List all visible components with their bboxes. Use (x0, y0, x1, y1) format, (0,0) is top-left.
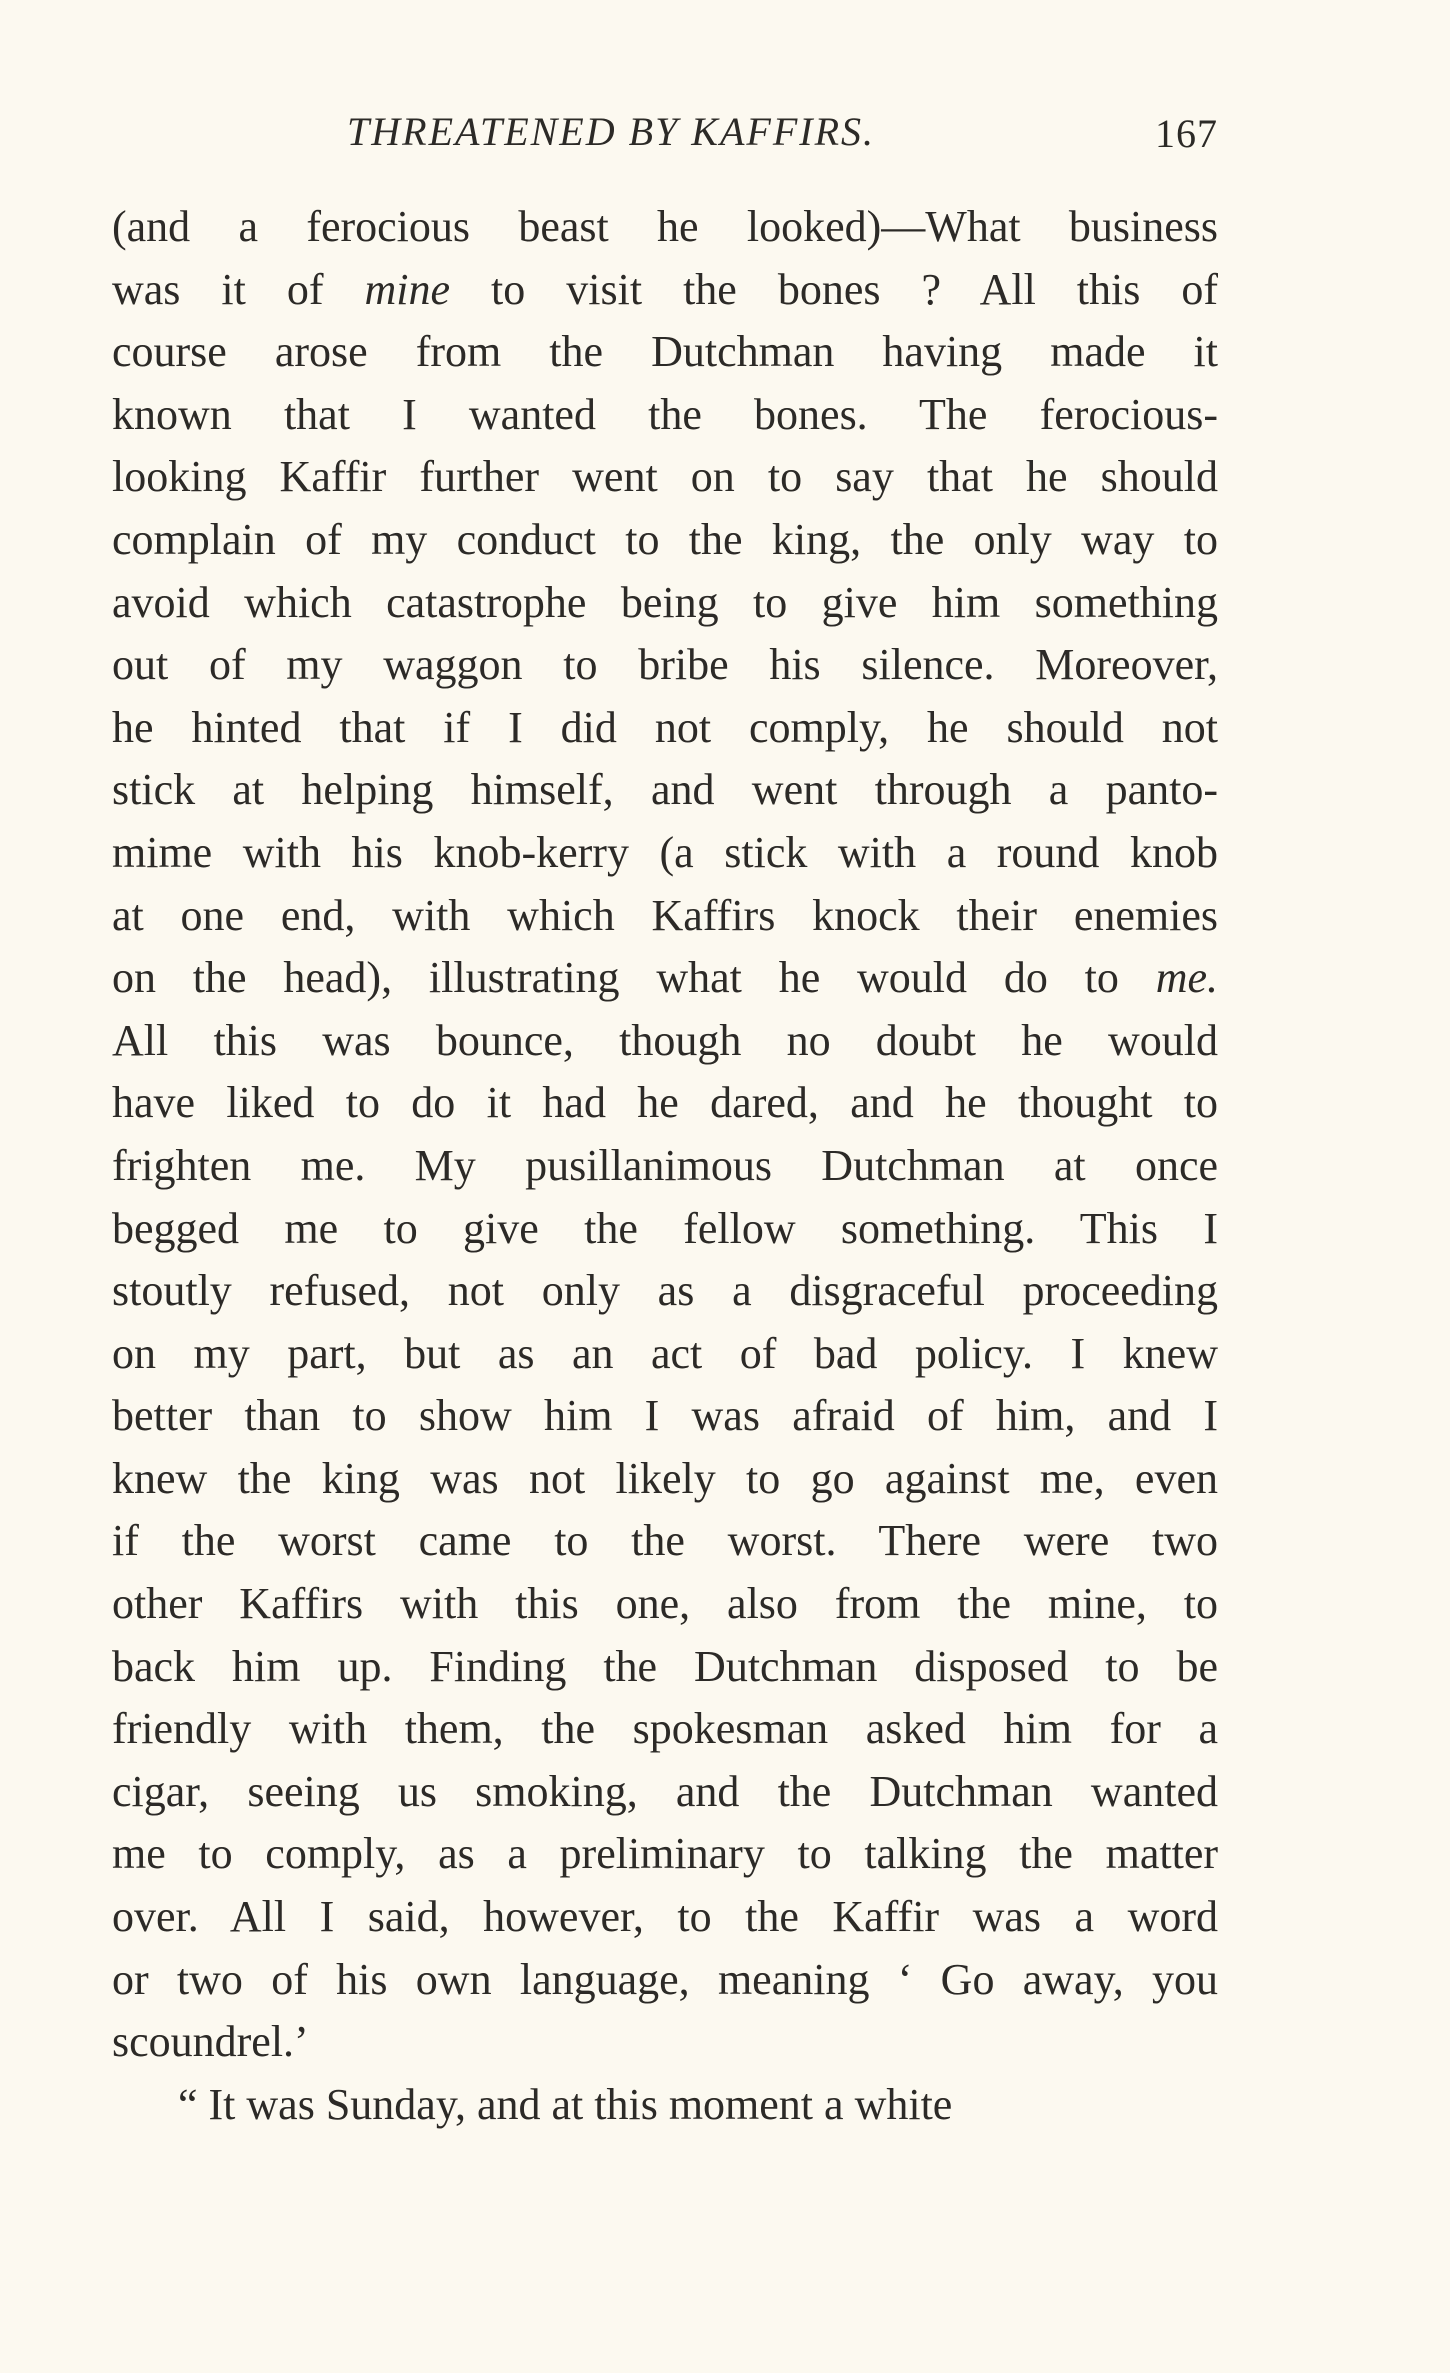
text-line: on my part, but as an act of bad policy. I knew (112, 1328, 1218, 1378)
text-line: stoutly refused, not only as a disgraceful proceeding (112, 1266, 1218, 1316)
text-line: course arose from the Dutchman having made it (112, 327, 1218, 377)
italic-text: me. (1155, 953, 1218, 1003)
text-line: stick at helping himself, and went through a panto- (112, 765, 1218, 815)
text-line: known that I wanted the bones. The ferocious- (112, 389, 1218, 439)
text-line: at one end, with which Kaffirs knock their enemies (112, 890, 1218, 940)
text-line: cigar, seeing us smoking, and the Dutchman wanted (112, 1766, 1218, 1816)
text-line: me to comply, as a preliminary to talking the matter (112, 1829, 1218, 1879)
running-title: THREATENED BY KAFFIRS. (347, 109, 876, 154)
text-line: (and a ferocious beast he looked)—What business (112, 202, 1218, 251)
text-line (112, 947, 1218, 1010)
text-line: out of my waggon to bribe his silence. Moreover, (112, 640, 1218, 690)
text-line: better than to show him I was afraid of him, and I (112, 1391, 1218, 1441)
running-head (112, 108, 1218, 168)
text-line: over. All I said, however, to the Kaffir was a word (112, 1892, 1218, 1942)
text-line: looking Kaffir further went on to say that he should (112, 452, 1218, 502)
text-line (112, 259, 1218, 322)
text-line: if the worst came to the worst. There were two (112, 1516, 1218, 1566)
text-line: begged me to give the fellow something. This I (112, 1203, 1218, 1253)
paragraph-start-line: “ It was Sunday, and at this moment a white (178, 2079, 953, 2129)
text-line: avoid which catastrophe being to give him something (112, 577, 1218, 627)
paragraph-end-line: scoundrel.’ (112, 2017, 309, 2067)
text-line: frighten me. My pusillanimous Dutchman at once (112, 1140, 1218, 1190)
text-line: friendly with them, the spokesman asked him for a (112, 1704, 1218, 1754)
body-text (112, 196, 1218, 2136)
italic-text: mine (364, 264, 451, 314)
text-line: or two of his own language, meaning ‘ Go away, you (112, 1954, 1218, 2004)
text-run: to visit the bones ? All this of (450, 264, 1218, 314)
text-run: was it of (112, 264, 365, 314)
text-line: complain of my conduct to the king, the only way to (112, 514, 1218, 564)
text-line: mime with his knob-kerry (a stick with a round knob (112, 827, 1218, 877)
text-line: have liked to do it had he dared, and he thought to (112, 1078, 1218, 1128)
text-run: on the head), illustrating what he would do to (112, 953, 1156, 1003)
text-line: other Kaffirs with this one, also from the mine, to (112, 1579, 1218, 1629)
text-line: he hinted that if I did not comply, he should not (112, 702, 1218, 752)
text-line: knew the king was not likely to go against me, even (112, 1453, 1218, 1503)
text-line: All this was bounce, though no doubt he would (112, 1015, 1218, 1065)
page-number: 167 (1155, 111, 1218, 156)
text-line: back him up. Finding the Dutchman disposed to be (112, 1641, 1218, 1691)
